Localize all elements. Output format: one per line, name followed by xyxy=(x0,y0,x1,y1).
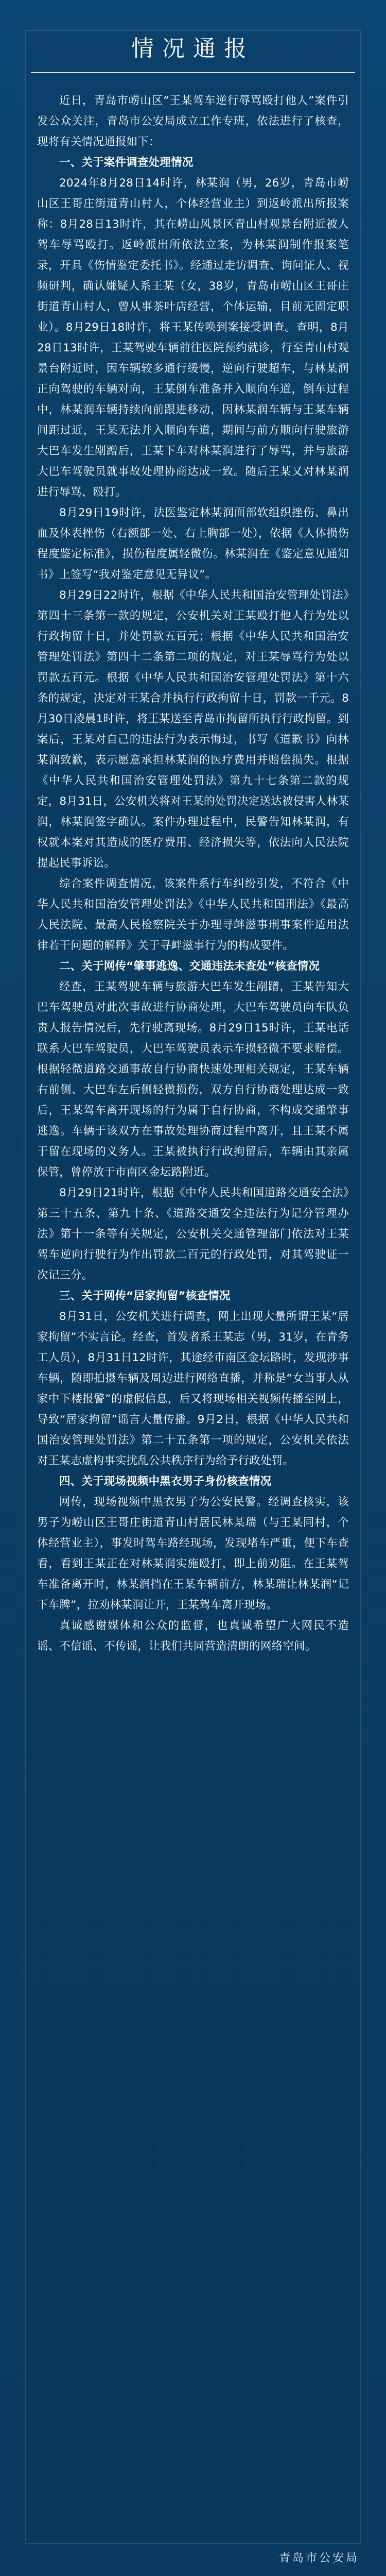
body-paragraph: 8月29日19时许，法医鉴定林某润面部软组织挫伤、鼻出血及体表挫伤（右额部一处、右上胸部一处），依据《人体损伤程度鉴定标准》，损伤程度属轻微伤。林某润在《鉴定意见通知书》上签写“我对鉴定意见无异议”。 xyxy=(37,506,349,581)
body-paragraph: 8月31日，公安机关进行调查，网上出现大量所谓王某“居家拘留”不实言论。经查，首发者系王某志（男，31岁，在青务工人员），8月31日12时许，其途经市南区金坛路时，发现涉事车辆，随即拍摄车辆及周边进行网络直播，并称是“女当事人从家中下楼报警”的虚假信息，后又将现场相关视频传播至网上，导致“居家拘留”谣言大量传播。9月2日，根据《中华人民共和国治安管理处罚法》第二十五条第一项的规定，公安机关依法对王某志虚构事实扰乱公共秩序行为给予行政处罚。 xyxy=(37,1310,349,1467)
signature-footer xyxy=(0,2549,386,2565)
body-paragraph: 综合案件调查情况，该案件系行车纠纷引发，不符合《中华人民共和国治安管理处罚法》《中华人民共和国刑法》《最高人民法院、最高人民检察院关于办理寻衅滋事刑事案件适用法律若干问题的解释》关于寻衅滋事行为的构成要件。 xyxy=(37,877,349,952)
body-paragraph: 经查，王某驾驶车辆与旅游大巴车发生剐蹭，王某告知大巴车驾驶员对此次事故进行协商处理，大巴车驾驶员向车队负责人报告情况后，先行驶离现场。8月29日15时许，王某电话联系大巴车驾驶员，大巴车驾驶员表示车损轻微不要求赔偿。根据轻微道路交通事故自行协商快速处理相关规定，王某车辆右前侧、大巴车左后侧轻微损伤，双方自行协商处理达成一致后，王某驾车离开现场的行为属于自行协商，不构成交通肇事逃逸。车辆于该双方在事故处理协商过程中离开，且王某不属于留在现场的义务人。王某被执行行政拘留后，车辆由其亲属保管，曾停放于市南区金坛路附近。 xyxy=(37,980,349,1179)
body-paragraph: 8月29日22时许，根据《中华人民共和国治安管理处罚法》第四十三条第一款的规定，公安机关对王某殴打他人行为处以行政拘留十日，并处罚款五百元；根据《中华人民共和国治安管理处罚法》第四十二条第二项的规定，对王某辱骂行为处以罚款五百元。根据《中华人民共和国治安管理处罚法》第十六条的规定，决定对王某合并执行行政拘留十日，罚款一千元。8月30日凌晨1时许，将王某送至青岛市拘留所执行行政拘留。到案后，王某对自己的违法行为表示悔过，书写《道歉书》向林某润致歉，表示愿意承担林某润的医疗费用并赔偿损失。根据《中华人民共和国治安管理处罚法》第九十七条第二款的规定，8月31日，公安机关将对王某的处罚决定送达被侵害人林某润，林某润签字确认。案件办理过程中，民警告知林某润，有权就本案对其造成的医疗费用、经济损失等，依法向人民法院提起民事诉讼。 xyxy=(37,589,349,870)
section-heading: 一、关于案件调查处理情况 xyxy=(59,156,194,169)
body-paragraph: 8月29日21时许，根据《中华人民共和国道路交通安全法》第三十五条、第九十条、《道路交通安全违法行为记分管理办法》第十一条等有关规定，公安机关交通管理部门依法对王某驾车逆向行驶行为作出罚款二百元的行政处罚，对其驾驶证一次记三分。 xyxy=(37,1187,349,1282)
body-paragraph: 真诚感谢媒体和公众的监督，也真诚希望广大网民不造谣、不信谣、不传谣，让我们共同营造清朗的网络空间。 xyxy=(37,1619,349,1653)
section-heading: 二、关于网传“肇事逃逸、交通违法未查处”核查情况 xyxy=(59,960,320,973)
title-divider xyxy=(31,72,355,73)
page-title: 情况通报 xyxy=(131,36,255,62)
body-paragraph: 网传，现场视频中黑衣男子为公安民警。经调查核实，该男子为崂山区王哥庄街道青山村居民林某瑞（与王某同村，个体经营业主），事发时驾车路经现场，发现堵车严重，便下车查看，看到王某正在对林某润实施殴打，即上前劝阻。在王某驾车准备离开时，林某润挡在王某车辆前方，林某瑞让林某润“记下车牌”，拉劝林某润让开，王某驾车离开现场。 xyxy=(37,1496,349,1612)
notice-body xyxy=(37,91,349,1657)
body-paragraph: 2024年8月28日14时许，林某润（男，26岁，青岛市崂山区王哥庄街道青山村人，个体经营业主）到返岭派出所报案称：8月28日13时许，其在崂山风景区青山村观景台附近被人驾车辱骂殴打。返岭派出所依法立案，为林某润制作报案笔录，开具《伤情鉴定委托书》。经通过走访调查、询问证人、视频研判，确认嫌疑人系王某（女，38岁，青岛市崂山区王哥庄街道青山村人，曾从事茶叶店经营，个体运输，目前无固定职业）。8月29日18时许，将王某传唤到案接受调查。查明，8月28日13时许，王某驾驶车辆前往医院预约就诊，行至青山村观景台附近时，因车辆较多通行缓慢，逆向行驶超车，与林某润正向驾驶的车辆对向，王某倒车准备并入顺向车道，倒车过程中，林某润车辆持续向前跟进移动，因林某润车辆与王某车辆间距过近，王某无法并入顺向车道，期间与前方顺向行驶旅游大巴车发生剐蹭后，王某下车对林某润进行了辱骂，并与旅游大巴车驾驶员就事故处理协商达成一致。随后王某又对林某润进行辱骂、殴打。 xyxy=(37,177,349,499)
section-heading: 四、关于现场视频中黑衣男子身份核查情况 xyxy=(59,1475,272,1488)
section-heading: 三、关于网传“居家拘留”核查情况 xyxy=(59,1290,231,1302)
title-wrap xyxy=(0,30,386,63)
body-paragraph: 近日，青岛市崂山区“王某驾车逆行辱骂殴打他人”案件引发公众关注，青岛市公安局成立工作专班，依法进行了核查，现将有关情况通报如下： xyxy=(37,94,349,148)
issuer-name: 青岛市公安局 xyxy=(278,2552,359,2565)
